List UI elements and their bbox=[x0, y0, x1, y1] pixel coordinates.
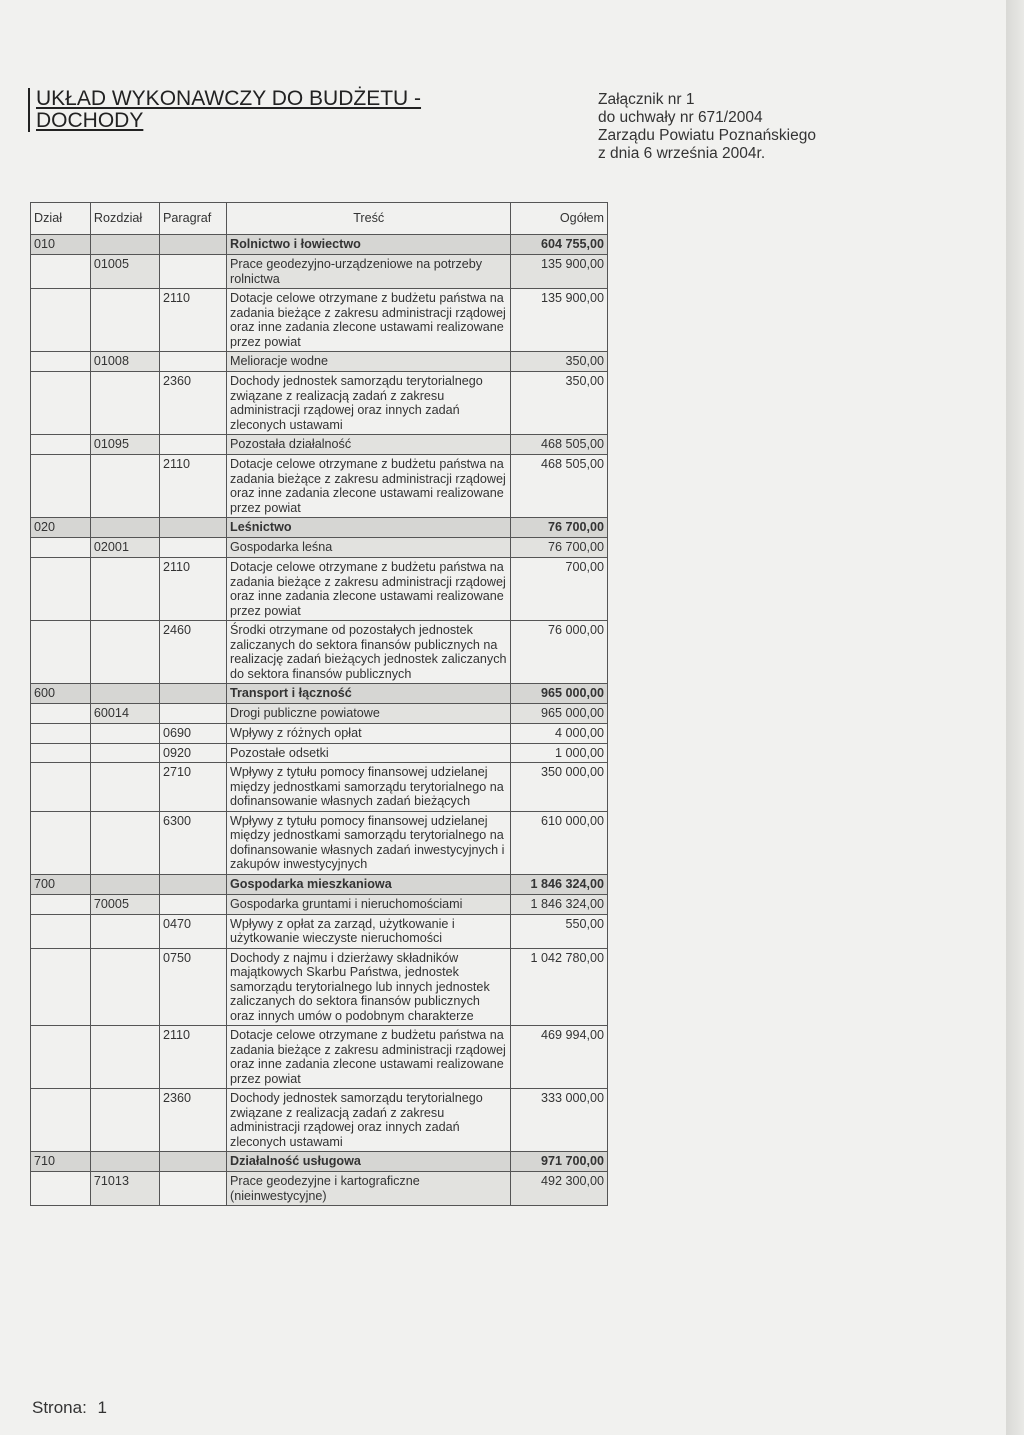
cell-paragraf bbox=[159, 684, 226, 704]
cell-dzial bbox=[31, 372, 91, 435]
cell-ogolem: 604 755,00 bbox=[511, 235, 608, 255]
cell-paragraf bbox=[159, 894, 226, 914]
cell-tresc: Działalność usługowa bbox=[227, 1152, 511, 1172]
title-line-2: DOCHODY bbox=[36, 109, 144, 132]
cell-rozdzial: 70005 bbox=[90, 894, 159, 914]
cell-rozdzial bbox=[90, 724, 159, 744]
cell-tresc: Dochody jednostek samorządu terytorialnego związane z realizacją zadań z zakresu administracji rządowej oraz innych zadań zleconych ustawami bbox=[227, 1089, 511, 1152]
page-number: 1 bbox=[97, 1398, 108, 1417]
cell-rozdzial bbox=[90, 1089, 159, 1152]
cell-paragraf bbox=[159, 874, 226, 894]
header-ogolem: Ogółem bbox=[511, 203, 608, 235]
cell-paragraf: 6300 bbox=[159, 811, 226, 874]
table-row bbox=[31, 1026, 608, 1089]
page-label: Strona: bbox=[32, 1398, 87, 1417]
cell-dzial bbox=[31, 455, 91, 518]
table-row bbox=[31, 621, 608, 684]
cell-dzial bbox=[31, 894, 91, 914]
cell-paragraf bbox=[159, 538, 226, 558]
cell-tresc: Dotacje celowe otrzymane z budżetu państwa na zadania bieżące z zakresu administracji rządowej oraz inne zadania zlecone ustawami realizowane przez powiat bbox=[227, 1026, 511, 1089]
cell-rozdzial: 71013 bbox=[90, 1172, 159, 1206]
cell-tresc: Gospodarka mieszkaniowa bbox=[227, 874, 511, 894]
table-row bbox=[31, 874, 608, 894]
cell-dzial bbox=[31, 1089, 91, 1152]
cell-dzial bbox=[31, 914, 91, 948]
cell-tresc: Rolnictwo i łowiectwo bbox=[227, 235, 511, 255]
title-line-1: UKŁAD WYKONAWCZY DO BUDŻETU - bbox=[36, 87, 422, 110]
cell-ogolem: 350 000,00 bbox=[511, 763, 608, 812]
cell-ogolem: 1 846 324,00 bbox=[511, 894, 608, 914]
document-title bbox=[28, 88, 421, 132]
cell-rozdzial: 01095 bbox=[90, 435, 159, 455]
cell-rozdzial bbox=[90, 1152, 159, 1172]
cell-paragraf: 2110 bbox=[159, 289, 226, 352]
cell-tresc: Dochody z najmu i dzierżawy składników majątkowych Skarbu Państwa, jednostek samorządu terytorialnego lub innych jednostek zaliczanych do sektora finansów publicznych oraz innych umów o podobnym charakterze bbox=[227, 948, 511, 1026]
cell-ogolem: 700,00 bbox=[511, 558, 608, 621]
table-row bbox=[31, 558, 608, 621]
cell-rozdzial bbox=[90, 1026, 159, 1089]
cell-dzial: 020 bbox=[31, 518, 91, 538]
table-row bbox=[31, 255, 608, 289]
cell-paragraf: 2710 bbox=[159, 763, 226, 812]
cell-paragraf: 0920 bbox=[159, 743, 226, 763]
table-row bbox=[31, 811, 608, 874]
cell-ogolem: 492 300,00 bbox=[511, 1172, 608, 1206]
cell-ogolem: 76 700,00 bbox=[511, 518, 608, 538]
cell-ogolem: 76 700,00 bbox=[511, 538, 608, 558]
header-paragraf: Paragraf bbox=[159, 203, 226, 235]
table-row bbox=[31, 894, 608, 914]
annex-number: Załącznik nr 1 bbox=[598, 91, 695, 108]
cell-ogolem: 468 505,00 bbox=[511, 435, 608, 455]
cell-ogolem: 971 700,00 bbox=[511, 1152, 608, 1172]
table-header bbox=[31, 203, 608, 235]
cell-tresc: Dotacje celowe otrzymane z budżetu państwa na zadania bieżące z zakresu administracji rządowej oraz inne zadania zlecone ustawami realizowane przez powiat bbox=[227, 289, 511, 352]
cell-ogolem: 135 900,00 bbox=[511, 255, 608, 289]
cell-ogolem: 333 000,00 bbox=[511, 1089, 608, 1152]
table-row bbox=[31, 724, 608, 744]
cell-paragraf: 2110 bbox=[159, 455, 226, 518]
table-row bbox=[31, 743, 608, 763]
cell-ogolem: 350,00 bbox=[511, 372, 608, 435]
cell-rozdzial bbox=[90, 914, 159, 948]
cell-ogolem: 965 000,00 bbox=[511, 684, 608, 704]
cell-dzial bbox=[31, 558, 91, 621]
cell-rozdzial bbox=[90, 684, 159, 704]
annex-block bbox=[598, 91, 816, 163]
cell-rozdzial bbox=[90, 621, 159, 684]
cell-tresc: Prace geodezyjno-urządzeniowe na potrzeby rolnictwa bbox=[227, 255, 511, 289]
cell-ogolem: 135 900,00 bbox=[511, 289, 608, 352]
cell-rozdzial: 60014 bbox=[90, 704, 159, 724]
cell-rozdzial bbox=[90, 743, 159, 763]
cell-paragraf: 2360 bbox=[159, 1089, 226, 1152]
cell-paragraf bbox=[159, 1152, 226, 1172]
cell-ogolem: 965 000,00 bbox=[511, 704, 608, 724]
cell-rozdzial bbox=[90, 558, 159, 621]
budget-table bbox=[30, 202, 608, 1206]
cell-rozdzial: 02001 bbox=[90, 538, 159, 558]
page-edge bbox=[1006, 0, 1024, 1435]
cell-tresc: Wpływy z tytułu pomocy finansowej udzielanej między jednostkami samorządu terytorialnego na dofinansowanie własnych zadań inwestycyjnych i zakupów inwestycyjnych bbox=[227, 811, 511, 874]
cell-paragraf: 2110 bbox=[159, 1026, 226, 1089]
cell-dzial bbox=[31, 621, 91, 684]
cell-tresc: Leśnictwo bbox=[227, 518, 511, 538]
cell-paragraf bbox=[159, 704, 226, 724]
cell-tresc: Pozostałe odsetki bbox=[227, 743, 511, 763]
cell-dzial bbox=[31, 435, 91, 455]
cell-tresc: Wpływy z opłat za zarząd, użytkowanie i użytkowanie wieczyste nieruchomości bbox=[227, 914, 511, 948]
table-row bbox=[31, 455, 608, 518]
annex-board: Zarządu Powiatu Poznańskiego bbox=[598, 127, 816, 144]
cell-dzial bbox=[31, 1026, 91, 1089]
cell-dzial bbox=[31, 289, 91, 352]
table-row bbox=[31, 235, 608, 255]
cell-rozdzial: 01005 bbox=[90, 255, 159, 289]
table-row bbox=[31, 684, 608, 704]
table-row bbox=[31, 352, 608, 372]
table-row bbox=[31, 1172, 608, 1206]
cell-tresc: Drogi publiczne powiatowe bbox=[227, 704, 511, 724]
cell-ogolem: 4 000,00 bbox=[511, 724, 608, 744]
cell-dzial: 710 bbox=[31, 1152, 91, 1172]
cell-tresc: Dochody jednostek samorządu terytorialnego związane z realizacją zadań z zakresu administracji rządowej oraz innych zadań zleconych ustawami bbox=[227, 372, 511, 435]
cell-rozdzial bbox=[90, 235, 159, 255]
cell-dzial bbox=[31, 948, 91, 1026]
annex-resolution: do uchwały nr 671/2004 bbox=[598, 109, 763, 126]
cell-tresc: Gospodarka leśna bbox=[227, 538, 511, 558]
annex-date: z dnia 6 września 2004r. bbox=[598, 145, 766, 162]
cell-tresc: Melioracje wodne bbox=[227, 352, 511, 372]
cell-rozdzial bbox=[90, 874, 159, 894]
cell-tresc: Gospodarka gruntami i nieruchomościami bbox=[227, 894, 511, 914]
cell-paragraf: 0690 bbox=[159, 724, 226, 744]
cell-dzial bbox=[31, 811, 91, 874]
cell-tresc: Wpływy z różnych opłat bbox=[227, 724, 511, 744]
cell-tresc: Dotacje celowe otrzymane z budżetu państwa na zadania bieżące z zakresu administracji rządowej oraz inne zadania zlecone ustawami realizowane przez powiat bbox=[227, 455, 511, 518]
cell-ogolem: 1 042 780,00 bbox=[511, 948, 608, 1026]
cell-paragraf bbox=[159, 435, 226, 455]
table-body bbox=[31, 235, 608, 1206]
header-rozdzial: Rozdział bbox=[90, 203, 159, 235]
header-row bbox=[31, 203, 608, 235]
header-tresc: Treść bbox=[227, 203, 511, 235]
cell-rozdzial bbox=[90, 518, 159, 538]
table-row bbox=[31, 518, 608, 538]
cell-dzial bbox=[31, 724, 91, 744]
cell-paragraf bbox=[159, 255, 226, 289]
table-row bbox=[31, 289, 608, 352]
table-row bbox=[31, 372, 608, 435]
table-row bbox=[31, 1089, 608, 1152]
cell-dzial bbox=[31, 704, 91, 724]
cell-dzial bbox=[31, 1172, 91, 1206]
cell-paragraf: 0470 bbox=[159, 914, 226, 948]
cell-paragraf bbox=[159, 1172, 226, 1206]
cell-ogolem: 350,00 bbox=[511, 352, 608, 372]
cell-paragraf bbox=[159, 352, 226, 372]
cell-ogolem: 1 846 324,00 bbox=[511, 874, 608, 894]
cell-paragraf: 0750 bbox=[159, 948, 226, 1026]
table-row bbox=[31, 435, 608, 455]
cell-ogolem: 550,00 bbox=[511, 914, 608, 948]
table-row bbox=[31, 538, 608, 558]
cell-rozdzial bbox=[90, 948, 159, 1026]
cell-rozdzial bbox=[90, 289, 159, 352]
cell-dzial: 010 bbox=[31, 235, 91, 255]
cell-paragraf: 2110 bbox=[159, 558, 226, 621]
header-dzial: Dział bbox=[31, 203, 91, 235]
cell-rozdzial: 01008 bbox=[90, 352, 159, 372]
table-row bbox=[31, 763, 608, 812]
cell-paragraf bbox=[159, 518, 226, 538]
cell-dzial bbox=[31, 763, 91, 812]
cell-rozdzial bbox=[90, 455, 159, 518]
cell-dzial: 600 bbox=[31, 684, 91, 704]
cell-ogolem: 469 994,00 bbox=[511, 1026, 608, 1089]
table-row bbox=[31, 914, 608, 948]
cell-paragraf: 2460 bbox=[159, 621, 226, 684]
table-row bbox=[31, 1152, 608, 1172]
table-row bbox=[31, 948, 608, 1026]
cell-tresc: Transport i łączność bbox=[227, 684, 511, 704]
cell-ogolem: 76 000,00 bbox=[511, 621, 608, 684]
cell-dzial bbox=[31, 538, 91, 558]
cell-dzial bbox=[31, 352, 91, 372]
cell-ogolem: 1 000,00 bbox=[511, 743, 608, 763]
cell-tresc: Dotacje celowe otrzymane z budżetu państwa na zadania bieżące z zakresu administracji rządowej oraz inne zadania zlecone ustawami realizowane przez powiat bbox=[227, 558, 511, 621]
cell-ogolem: 468 505,00 bbox=[511, 455, 608, 518]
cell-dzial bbox=[31, 743, 91, 763]
cell-ogolem: 610 000,00 bbox=[511, 811, 608, 874]
cell-tresc: Prace geodezyjne i kartograficzne (nieinwestycyjne) bbox=[227, 1172, 511, 1206]
cell-dzial bbox=[31, 255, 91, 289]
page-footer bbox=[32, 1398, 107, 1418]
cell-tresc: Wpływy z tytułu pomocy finansowej udzielanej między jednostkami samorządu terytorialnego na dofinansowanie własnych zadań bieżących bbox=[227, 763, 511, 812]
cell-rozdzial bbox=[90, 763, 159, 812]
cell-paragraf bbox=[159, 235, 226, 255]
cell-dzial: 700 bbox=[31, 874, 91, 894]
cell-tresc: Pozostała działalność bbox=[227, 435, 511, 455]
cell-rozdzial bbox=[90, 372, 159, 435]
cell-rozdzial bbox=[90, 811, 159, 874]
cell-tresc: Środki otrzymane od pozostałych jednostek zaliczanych do sektora finansów publicznych na realizację zadań bieżących jednostek zaliczanych do sektora finansów publicznych bbox=[227, 621, 511, 684]
table-row bbox=[31, 704, 608, 724]
cell-paragraf: 2360 bbox=[159, 372, 226, 435]
